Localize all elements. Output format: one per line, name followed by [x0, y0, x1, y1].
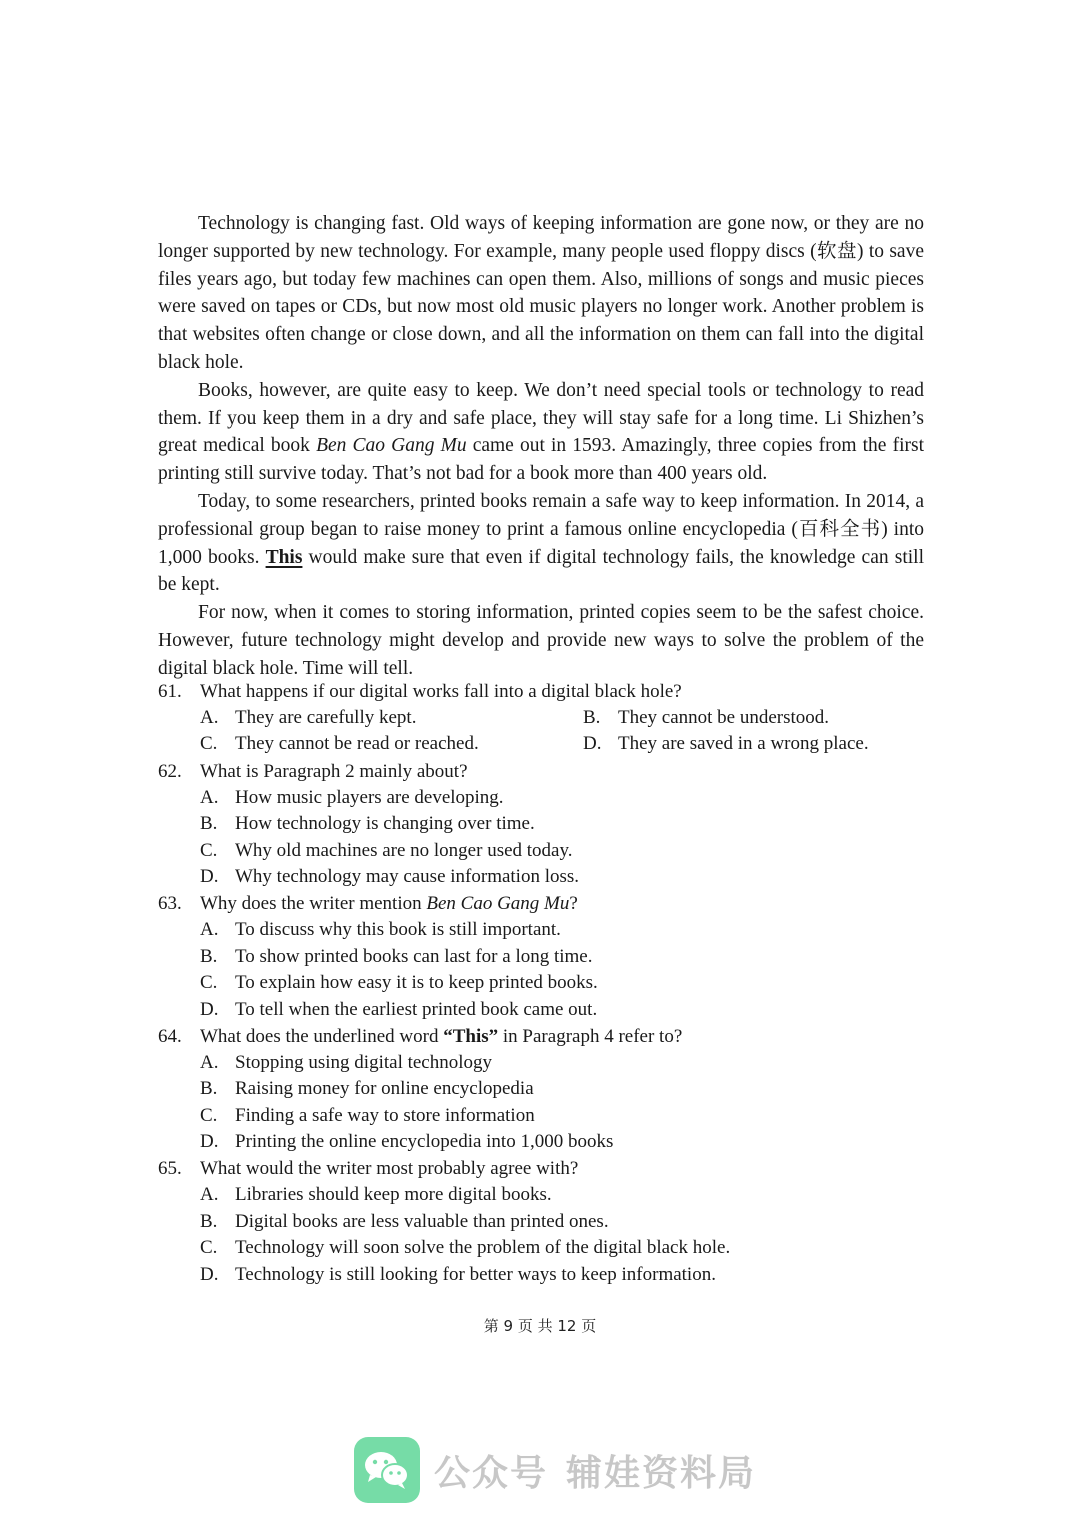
- question-62: [158, 758, 924, 891]
- option-letter: C.: [200, 1104, 218, 1126]
- option-text: Technology will soon solve the problem of the digital black hole.: [235, 1237, 731, 1259]
- question-number: 65.: [158, 1158, 182, 1180]
- option-c: [158, 1103, 924, 1129]
- option-text: Stopping using digital technology: [235, 1051, 493, 1073]
- question-text: Why does the writer mention: [200, 893, 427, 915]
- option-text: To discuss why this book is still important.: [235, 919, 561, 941]
- option-a: [158, 1050, 924, 1076]
- watermark-label: [434, 1445, 756, 1496]
- question-number: 61.: [158, 681, 182, 702]
- option-c: [158, 1235, 924, 1261]
- option-text: Printing the online encyclopedia into 1,000 books: [235, 1131, 614, 1153]
- option-text: How music players are developing.: [235, 786, 504, 808]
- option-text: To tell when the earliest printed book came out.: [235, 998, 598, 1020]
- option-d: [158, 1262, 924, 1288]
- question-stem: [158, 758, 924, 785]
- option-letter: A.: [200, 919, 219, 941]
- option-text: They cannot be understood.: [618, 707, 830, 728]
- question-64: [158, 1023, 924, 1156]
- option-text: To show printed books can last for a long time.: [235, 945, 593, 967]
- option-text: Technology is still looking for better ways to keep information.: [235, 1263, 716, 1285]
- option-letter: B.: [200, 945, 218, 967]
- option-c: [158, 731, 541, 757]
- option-text: Why old machines are no longer used today.: [235, 839, 573, 861]
- paragraph-3-part-b: would make sure that even if digital technology fails, the knowledge can still be kept.: [158, 546, 924, 596]
- option-d: [158, 864, 924, 890]
- option-text: Why technology may cause information loss.: [235, 865, 580, 887]
- paragraph-3-part-a: Today, to some researchers, printed books remain a safe way to keep information. In 2014, a professional group began to raise money to print a famous online encyclopedia (百科全书) into 1,000 books.: [158, 490, 924, 568]
- paragraph-1: Technology is changing fast. Old ways of keeping information are gone now, or they are no longer supported by new technology. For example, many people used floppy discs (软盘) to save files years ago, but today few machines can open them. Also, millions of songs and music pieces were saved on tapes or CDs, but now most old music players no longer work. Another problem is that websites often change or close down, and all the information on them can fall into the digital black hole.: [158, 213, 924, 373]
- option-letter: B.: [200, 1210, 218, 1232]
- option-letter: D.: [583, 733, 602, 755]
- paragraph-2-part-b: came out in 1593. Amazingly, three copies from the first printing still survive today. That’s not bad for a book more than 400 years old.: [158, 435, 924, 485]
- question-number: 62.: [158, 760, 182, 782]
- paragraph-2-part-a: Books, however, are quite easy to keep. We don’t need special tools or technology to read them. If you keep them in a dry and safe place, they will stay safe for a long time. Li Shizhen’s great medical book: [158, 379, 924, 457]
- watermark-label-a: 公众号: [434, 1452, 549, 1494]
- wechat-icon: [354, 1437, 420, 1503]
- option-text: They cannot be read or reached.: [235, 733, 479, 755]
- question-number: 63.: [158, 893, 182, 915]
- option-text: They are carefully kept.: [235, 707, 417, 728]
- option-letter: D.: [200, 865, 219, 887]
- option-b: [158, 1209, 924, 1235]
- option-text: To explain how easy it is to keep printed books.: [235, 972, 598, 994]
- option-letter: B.: [200, 1078, 218, 1100]
- question-stem: [158, 1155, 924, 1182]
- reading-passage: [158, 210, 924, 683]
- option-letter: B.: [200, 813, 218, 835]
- question-text: What would the writer most probably agree with?: [200, 1158, 579, 1180]
- option-a: [158, 785, 924, 811]
- question-stem: [158, 890, 924, 917]
- option-a: [158, 917, 924, 943]
- question-text-end: in Paragraph 4 refer to?: [498, 1025, 683, 1047]
- question-text: What happens if our digital works fall into a digital black hole?: [200, 681, 682, 702]
- question-65: [158, 1155, 924, 1288]
- question-63: [158, 890, 924, 1023]
- book-title: Ben Cao Gang Mu: [426, 893, 570, 915]
- question-list: [158, 678, 924, 1288]
- paragraph-4: For now, when it comes to storing information, printed copies seem to be the safest choice. However, future technology might develop and provide new ways to solve the problem of the digital black hole. Time will tell.: [158, 602, 924, 679]
- option-letter: C.: [200, 972, 218, 994]
- option-text: They are saved in a wrong place.: [618, 733, 869, 755]
- option-letter: D.: [200, 1263, 219, 1285]
- option-d: [158, 1129, 924, 1155]
- paragraph-3: [158, 488, 924, 599]
- book-title: Ben Cao Gang Mu: [316, 435, 467, 457]
- option-b: [158, 811, 924, 837]
- question-text: What is Paragraph 2 mainly about?: [200, 760, 468, 782]
- option-a: [158, 705, 541, 731]
- option-text: Raising money for online encyclopedia: [235, 1078, 534, 1100]
- option-text: How technology is changing over time.: [235, 813, 535, 835]
- watermark: [354, 1436, 756, 1504]
- option-letter: B.: [583, 707, 601, 728]
- option-c: [158, 970, 924, 996]
- option-letter: C.: [200, 733, 218, 755]
- question-stem: [158, 1023, 924, 1050]
- option-b: [541, 705, 924, 731]
- option-text: Digital books are less valuable than printed ones.: [235, 1210, 609, 1232]
- option-letter: D.: [200, 998, 219, 1020]
- option-letter: C.: [200, 839, 218, 861]
- question-number: 64.: [158, 1025, 182, 1047]
- option-letter: A.: [200, 1184, 219, 1206]
- option-letter: A.: [200, 1051, 219, 1073]
- option-text: Libraries should keep more digital books.: [235, 1184, 552, 1206]
- option-text: Finding a safe way to store information: [235, 1104, 535, 1126]
- option-letter: A.: [200, 707, 219, 728]
- option-b: [158, 944, 924, 970]
- question-61: [158, 678, 924, 758]
- question-stem: [158, 678, 924, 705]
- option-d: [541, 731, 924, 757]
- paragraph-2: [158, 377, 924, 488]
- option-letter: C.: [200, 1237, 218, 1259]
- option-letter: D.: [200, 1131, 219, 1153]
- option-letter: A.: [200, 786, 219, 808]
- question-text: What does the underlined word: [200, 1025, 444, 1047]
- option-b: [158, 1076, 924, 1102]
- underlined-word: This: [265, 546, 303, 568]
- option-a: [158, 1182, 924, 1208]
- option-d: [158, 997, 924, 1023]
- option-c: [158, 838, 924, 864]
- watermark-label-b: 辅娃资料局: [566, 1452, 757, 1494]
- question-mark: ?: [569, 893, 578, 915]
- page-number: 第 9 页 共 12 页: [483, 1317, 597, 1335]
- quoted-word: “This”: [443, 1025, 499, 1047]
